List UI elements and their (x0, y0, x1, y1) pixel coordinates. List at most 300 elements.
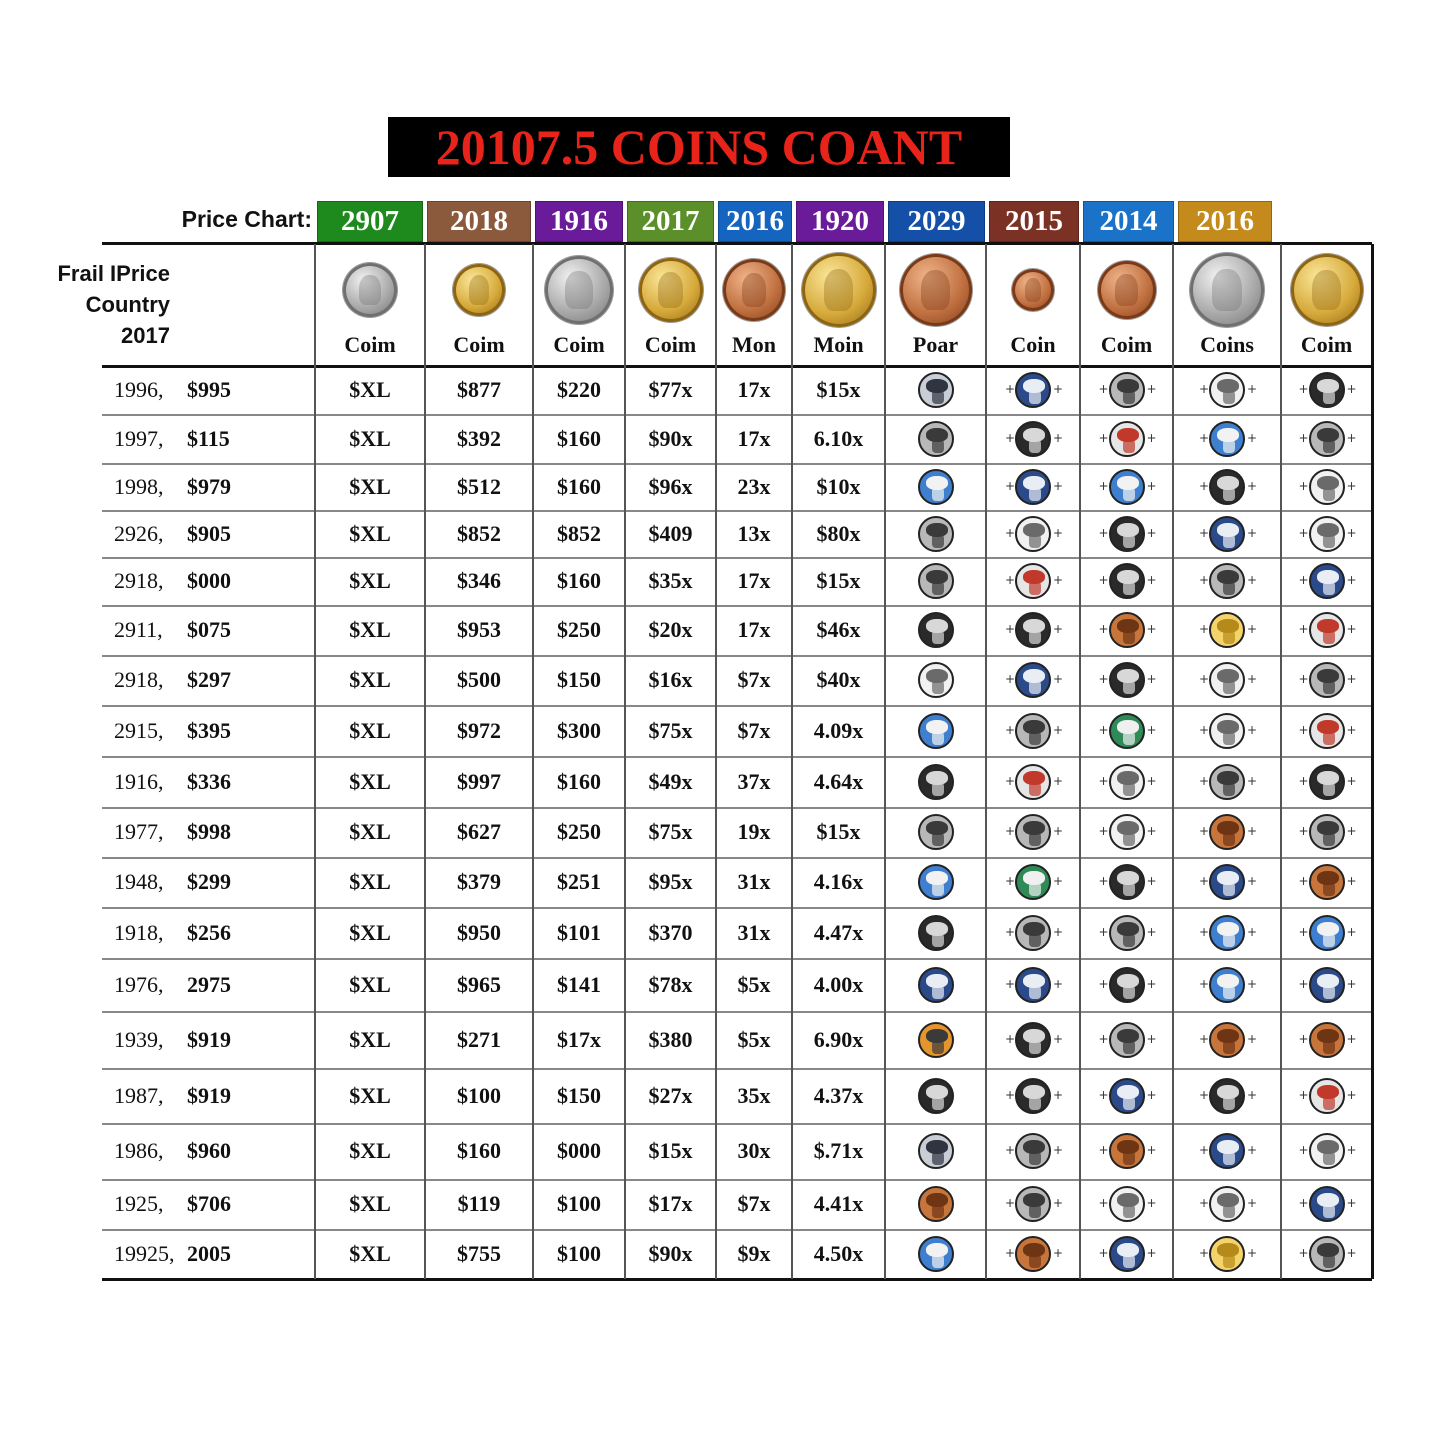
icon-shape (1223, 439, 1235, 453)
plus-marker-icon: + (1346, 1087, 1357, 1102)
price-cell: 4.09x (813, 717, 864, 743)
coin-thumbnail-icon (1109, 372, 1145, 408)
plus-marker-icon: + (1005, 1031, 1016, 1046)
price-cell: 17x (737, 568, 771, 593)
icon-shape (932, 390, 944, 404)
plus-marker-icon: + (1146, 1245, 1157, 1260)
plus-marker-icon: + (1298, 824, 1309, 838)
icon-shape (932, 832, 944, 846)
coin-thumbnail-icon (1209, 967, 1245, 1003)
price-cell: $150 (557, 667, 601, 692)
plus-marker-icon: + (1146, 478, 1157, 493)
coin-thumbnail-icon (918, 814, 954, 850)
price-cell: $997 (457, 768, 501, 794)
coin-thumbnail-icon (1209, 662, 1245, 698)
plus-marker-icon: + (1053, 773, 1064, 788)
plus-marker-icon: + (1298, 381, 1309, 396)
plus-marker-icon: + (1005, 976, 1016, 991)
plus-marker-icon: + (1098, 924, 1109, 939)
icon-shape (1323, 630, 1335, 644)
coin-thumbnail-icon (1109, 516, 1145, 552)
price-cell: 30x (737, 1138, 771, 1163)
plus-marker-icon: + (1053, 722, 1064, 737)
plus-marker-icon: + (1346, 773, 1357, 788)
price-cell: $27x (648, 1082, 693, 1108)
price-cell: $119 (457, 1191, 501, 1216)
icon-shape (1223, 985, 1235, 999)
price-cell: 13x (737, 520, 771, 546)
coin-thumbnail-icon (1109, 764, 1145, 800)
icon-shape (1029, 882, 1041, 896)
row-divider (102, 1179, 1372, 1181)
row-divider (102, 655, 1372, 657)
icon-shape (1123, 985, 1135, 999)
coin-thumbnail-icon (1015, 1186, 1051, 1222)
coin-thumbnail-icon (1015, 1078, 1051, 1114)
price-cell: $500 (457, 667, 501, 692)
coin-thumbnail-icon (1209, 864, 1245, 900)
price-cell: $877 (457, 376, 501, 402)
price-cell: $379 (457, 869, 501, 894)
coin-thumbnail-icon (1209, 516, 1245, 552)
icon-shape (1223, 1254, 1235, 1268)
icon-shape (1323, 534, 1335, 548)
coin-portrait-icon (1212, 269, 1242, 310)
price-cell: $95x (648, 869, 693, 894)
coin-thumbnail-icon (918, 1078, 954, 1114)
icon-shape (1029, 1204, 1041, 1218)
row-divider (102, 510, 1372, 512)
icon-shape (932, 1204, 944, 1218)
plus-marker-icon: + (1346, 722, 1357, 737)
plus-marker-icon: + (1098, 824, 1109, 838)
plus-marker-icon: + (1199, 1143, 1210, 1157)
plus-marker-icon: + (1146, 1031, 1157, 1046)
plus-marker-icon: + (1005, 773, 1016, 788)
coin-thumbnail-icon (1209, 563, 1245, 599)
icon-shape (1029, 985, 1041, 999)
plus-marker-icon: + (1098, 976, 1109, 991)
coin-thumbnail-icon (918, 516, 954, 552)
price-cell: $852 (457, 520, 501, 546)
row-price: $075 (187, 617, 231, 642)
plus-marker-icon: + (1346, 924, 1357, 939)
row-year: 1948, (114, 869, 164, 894)
corner-header (30, 258, 170, 351)
coin-thumbnail-icon (1309, 864, 1345, 900)
price-cell: 31x (737, 869, 771, 894)
plus-marker-icon: + (1199, 874, 1210, 888)
row-year: 2918, (114, 667, 164, 692)
coin-thumbnail-icon (1015, 516, 1051, 552)
plus-marker-icon: + (1053, 381, 1064, 396)
icon-shape (932, 1040, 944, 1054)
plus-marker-icon: + (1247, 824, 1258, 838)
row-year: 1918, (114, 919, 164, 945)
icon-shape (1323, 439, 1335, 453)
price-cell: $5x (737, 1026, 771, 1052)
icon-shape (1123, 882, 1135, 896)
plus-marker-icon: + (1005, 824, 1016, 838)
price-cell: $000 (557, 1138, 601, 1163)
icon-shape (1123, 581, 1135, 595)
year-tab-2: 2018 (427, 201, 531, 242)
icon-shape (1323, 933, 1335, 947)
row-price: $115 (187, 425, 230, 451)
icon-shape (1029, 1254, 1041, 1268)
column-divider (1079, 244, 1081, 1279)
icon-shape (1123, 534, 1135, 548)
icon-shape (1029, 933, 1041, 947)
icon-shape (932, 933, 944, 947)
icon-shape (1323, 1096, 1335, 1110)
coin-portrait-icon (824, 269, 854, 310)
plus-marker-icon: + (1053, 1087, 1064, 1102)
plus-marker-icon: + (1199, 573, 1210, 587)
coin-portrait-icon (921, 270, 950, 310)
plus-marker-icon: + (1146, 672, 1157, 686)
price-cell: $XL (349, 568, 391, 593)
price-cell: 6.10x (813, 425, 864, 451)
row-divider (102, 605, 1372, 607)
coin-portrait-icon (1312, 270, 1341, 310)
price-cell: $5x (737, 971, 771, 997)
price-cell: $512 (457, 473, 501, 499)
price-cell: 19x (737, 819, 771, 844)
price-cell: $75x (648, 819, 693, 844)
plus-marker-icon: + (1146, 525, 1157, 540)
plus-marker-icon: + (1098, 622, 1109, 636)
coin-thumbnail-icon (918, 612, 954, 648)
coin-thumbnail-icon (918, 1186, 954, 1222)
price-cell: 4.47x (813, 919, 864, 945)
row-divider (102, 857, 1372, 859)
price-cell: 4.41x (813, 1191, 864, 1216)
coin-thumbnail-icon (1309, 1186, 1345, 1222)
coin-thumbnail-icon (1309, 967, 1345, 1003)
plus-marker-icon: + (1298, 478, 1309, 493)
coin-image-11 (1291, 254, 1363, 326)
coin-thumbnail-icon (1309, 814, 1345, 850)
icon-shape (1323, 832, 1335, 846)
price-cell: $950 (457, 919, 501, 945)
icon-shape (1223, 882, 1235, 896)
price-cell: $XL (349, 473, 391, 499)
year-tab-10: 2016 (1178, 201, 1272, 242)
plus-marker-icon: + (1298, 622, 1309, 636)
coin-label: Coins (1200, 332, 1254, 357)
coin-thumbnail-icon (1309, 372, 1345, 408)
corner-line-3: 2017 (121, 323, 170, 348)
row-price: $297 (187, 667, 231, 692)
plus-marker-icon: + (1247, 976, 1258, 991)
icon-shape (1029, 487, 1041, 501)
price-cell: $XL (349, 768, 391, 794)
price-cell: $953 (457, 617, 501, 642)
price-cell: $XL (349, 919, 391, 945)
plus-marker-icon: + (1298, 976, 1309, 991)
plus-marker-icon: + (1199, 381, 1210, 396)
plus-marker-icon: + (1098, 430, 1109, 445)
icon-shape (1029, 1096, 1041, 1110)
plus-marker-icon: + (1199, 824, 1210, 838)
plus-marker-icon: + (1247, 1031, 1258, 1046)
price-cell: $250 (557, 819, 601, 844)
coin-thumbnail-icon (918, 915, 954, 951)
coin-image-2 (453, 264, 505, 316)
coin-label: Coim (453, 332, 505, 357)
coin-label: Poar (912, 332, 959, 357)
price-cell: $9x (737, 1240, 771, 1266)
plus-marker-icon: + (1098, 1143, 1109, 1157)
price-cell: $100 (457, 1082, 501, 1108)
price-cell: $392 (457, 425, 501, 451)
coin-thumbnail-icon (1309, 1022, 1345, 1058)
plus-marker-icon: + (1005, 722, 1016, 737)
price-cell: 31x (737, 919, 771, 945)
price-cell: $XL (349, 667, 391, 692)
plus-marker-icon: + (1053, 622, 1064, 636)
price-cell: $7x (737, 717, 771, 743)
plus-marker-icon: + (1199, 924, 1210, 939)
price-cell: 37x (737, 768, 771, 794)
plus-marker-icon: + (1346, 525, 1357, 540)
icon-shape (1029, 680, 1041, 694)
price-cell: $160 (557, 768, 601, 794)
plus-marker-icon: + (1298, 672, 1309, 686)
coin-portrait-icon (565, 271, 592, 309)
plus-marker-icon: + (1053, 573, 1064, 587)
year-tab-6: 1920 (796, 201, 884, 242)
coin-thumbnail-icon (1109, 713, 1145, 749)
coin-thumbnail-icon (1109, 612, 1145, 648)
icon-shape (1223, 487, 1235, 501)
plus-marker-icon: + (1053, 1031, 1064, 1046)
plus-marker-icon: + (1298, 430, 1309, 445)
coin-thumbnail-icon (1309, 516, 1345, 552)
row-divider (102, 1011, 1372, 1013)
plus-marker-icon: + (1199, 722, 1210, 737)
coin-image-4 (639, 258, 703, 322)
plus-marker-icon: + (1053, 525, 1064, 540)
row-year: 19925, (114, 1240, 175, 1266)
plus-marker-icon: + (1346, 1245, 1357, 1260)
coin-portrait-icon (658, 272, 684, 308)
coin-portrait-icon (1025, 278, 1042, 302)
icon-shape (1123, 439, 1135, 453)
coin-portrait-icon (1115, 274, 1138, 306)
coin-label: Coim (1300, 332, 1353, 357)
coin-thumbnail-icon (1309, 1236, 1345, 1272)
plus-marker-icon: + (1346, 1196, 1357, 1210)
row-year: 1976, (114, 971, 164, 997)
row-price: $960 (187, 1138, 231, 1163)
plus-marker-icon: + (1098, 573, 1109, 587)
plus-marker-icon: + (1199, 672, 1210, 686)
corner-line-2: Country (85, 292, 170, 317)
price-cell: $17x (648, 1191, 693, 1216)
row-price: $919 (187, 1082, 231, 1108)
price-cell: $XL (349, 520, 391, 546)
icon-shape (1029, 1151, 1041, 1165)
coin-thumbnail-icon (1015, 1022, 1051, 1058)
plus-marker-icon: + (1146, 430, 1157, 445)
row-year: 1925, (114, 1191, 164, 1216)
icon-shape (1223, 534, 1235, 548)
price-cell: 17x (737, 376, 771, 402)
row-price: $919 (187, 1026, 231, 1052)
plus-marker-icon: + (1053, 976, 1064, 991)
price-cell: $90x (648, 425, 693, 451)
plus-marker-icon: + (1247, 672, 1258, 686)
coin-thumbnail-icon (1109, 421, 1145, 457)
row-price: $336 (187, 768, 231, 794)
icon-shape (1029, 832, 1041, 846)
row-divider (102, 414, 1372, 416)
price-cell: $755 (457, 1240, 501, 1266)
coin-thumbnail-icon (918, 764, 954, 800)
coin-image-1 (343, 263, 397, 317)
icon-shape (1123, 933, 1135, 947)
plus-marker-icon: + (1146, 976, 1157, 991)
plus-marker-icon: + (1098, 478, 1109, 493)
plus-marker-icon: + (1146, 824, 1157, 838)
plus-marker-icon: + (1346, 824, 1357, 838)
plus-marker-icon: + (1146, 381, 1157, 396)
price-cell: $75x (648, 717, 693, 743)
icon-shape (1223, 731, 1235, 745)
price-cell: 4.50x (813, 1240, 864, 1266)
corner-line-1: Frail IPrice (57, 261, 170, 286)
row-divider (102, 705, 1372, 707)
row-year: 1998, (114, 473, 164, 499)
coin-thumbnail-icon (1015, 421, 1051, 457)
coin-label: Coim (553, 332, 605, 357)
plus-marker-icon: + (1346, 874, 1357, 888)
plus-marker-icon: + (1053, 874, 1064, 888)
icon-shape (1029, 782, 1041, 796)
icon-shape (1123, 680, 1135, 694)
price-cell: 4.64x (813, 768, 864, 794)
icon-shape (932, 882, 944, 896)
coin-thumbnail-icon (1209, 469, 1245, 505)
coin-thumbnail-icon (1309, 469, 1345, 505)
price-cell: $150 (557, 1082, 601, 1108)
plus-marker-icon: + (1199, 1245, 1210, 1260)
price-cell: $96x (648, 473, 693, 499)
price-cell: $15x (816, 376, 861, 402)
coin-thumbnail-icon (1309, 563, 1345, 599)
plus-marker-icon: + (1247, 525, 1258, 540)
icon-shape (1223, 581, 1235, 595)
price-cell: $XL (349, 1082, 391, 1108)
coin-thumbnail-icon (1015, 967, 1051, 1003)
plus-marker-icon: + (1247, 1196, 1258, 1210)
coin-thumbnail-icon (1015, 372, 1051, 408)
price-cell: $40x (816, 667, 861, 692)
year-tab-7: 2029 (888, 201, 985, 242)
icon-shape (932, 985, 944, 999)
icon-shape (1123, 1096, 1135, 1110)
icon-shape (932, 487, 944, 501)
price-cell: $346 (457, 568, 501, 593)
row-price: $395 (187, 717, 231, 743)
plus-marker-icon: + (1098, 722, 1109, 737)
coin-thumbnail-icon (1309, 1078, 1345, 1114)
price-cell: $XL (349, 1026, 391, 1052)
coin-image-7 (900, 254, 972, 326)
coin-image-8 (1012, 269, 1054, 311)
plus-marker-icon: + (1146, 722, 1157, 737)
icon-shape (1223, 1096, 1235, 1110)
icon-shape (1123, 1204, 1135, 1218)
row-divider (102, 907, 1372, 909)
row-price: $256 (187, 919, 231, 945)
plus-marker-icon: + (1005, 1245, 1016, 1260)
icon-shape (932, 680, 944, 694)
price-cell: $160 (557, 425, 601, 451)
row-year: 1977, (114, 819, 164, 844)
price-cell: $15x (816, 568, 861, 593)
price-cell: $XL (349, 425, 391, 451)
plus-marker-icon: + (1098, 672, 1109, 686)
plus-marker-icon: + (1146, 1087, 1157, 1102)
price-cell: $250 (557, 617, 601, 642)
row-year: 1939, (114, 1026, 164, 1052)
coin-thumbnail-icon (1109, 469, 1145, 505)
price-cell: $XL (349, 1138, 391, 1163)
icon-shape (1223, 1040, 1235, 1054)
plus-marker-icon: + (1098, 381, 1109, 396)
plus-marker-icon: + (1199, 976, 1210, 991)
coin-thumbnail-icon (1209, 1236, 1245, 1272)
row-year: 2926, (114, 520, 164, 546)
plus-marker-icon: + (1199, 1031, 1210, 1046)
year-tab-4: 2017 (627, 201, 714, 242)
plus-marker-icon: + (1199, 1087, 1210, 1102)
coin-label: Coin (1010, 332, 1056, 357)
plus-marker-icon: + (1005, 874, 1016, 888)
icon-shape (932, 1096, 944, 1110)
plus-marker-icon: + (1298, 1245, 1309, 1260)
price-cell: $101 (557, 919, 601, 945)
plus-marker-icon: + (1098, 1196, 1109, 1210)
price-cell: $15x (816, 819, 861, 844)
plus-marker-icon: + (1247, 1087, 1258, 1102)
row-price: $905 (187, 520, 231, 546)
coin-thumbnail-icon (1309, 764, 1345, 800)
column-divider (1371, 244, 1374, 1279)
plus-marker-icon: + (1005, 1196, 1016, 1210)
coin-thumbnail-icon (1309, 915, 1345, 951)
coin-thumbnail-icon (1109, 563, 1145, 599)
chart-title: 20107.5 COINS COANT (435, 119, 963, 175)
price-cell: $220 (557, 376, 601, 402)
price-cell: $160 (557, 473, 601, 499)
price-cell: $300 (557, 717, 601, 743)
price-cell: $17x (557, 1026, 601, 1052)
plus-marker-icon: + (1346, 976, 1357, 991)
plus-marker-icon: + (1298, 1196, 1309, 1210)
coin-thumbnail-icon (1015, 864, 1051, 900)
coin-thumbnail-icon (1209, 421, 1245, 457)
plus-marker-icon: + (1199, 622, 1210, 636)
plus-marker-icon: + (1005, 430, 1016, 445)
row-divider (102, 1123, 1372, 1125)
price-cell: $160 (557, 568, 601, 593)
coin-thumbnail-icon (1309, 421, 1345, 457)
coin-thumbnail-icon (1015, 469, 1051, 505)
